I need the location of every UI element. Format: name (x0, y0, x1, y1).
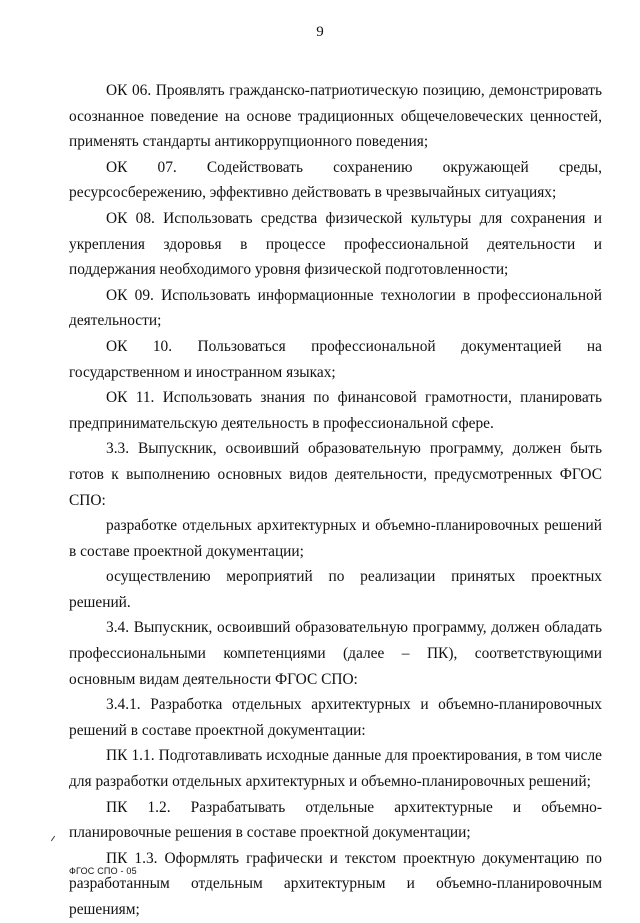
document-body (69, 78, 602, 923)
page-number: 9 (316, 24, 324, 40)
paragraph-ok-10: ОК 10. Пользоваться профессиональной документацией на государственном и иностранном языках; (69, 337, 602, 381)
page-footer: ФГОС СПО - 05 (69, 866, 137, 876)
paragraph-section-3-3: 3.3. Выпускник, освоивший образовательную программу, должен быть готов к выполнению основных видов деятельности, предусмотренных ФГОС СПО: (69, 440, 602, 509)
paragraph-section-3-4-1: 3.4.1. Разработка отдельных архитектурных и объемно-планировочных решений в составе проектной документации: (69, 696, 602, 739)
paragraph-pk-1-3: ПК 1.3. Оформлять графически и текстом проектную документацию по разработанным отдельным архитектурным и объемно-планировочным решениям; (69, 849, 602, 918)
paragraph-ok-07: ОК 07. Содействовать сохранению окружающей среды, ресурсосбережению, эффективно действовать в чрезвычайных ситуациях; (69, 158, 602, 202)
paragraph-ok-11: ОК 11. Использовать знания по финансовой грамотности, планировать предпринимательскую деятельность в профессиональной сфере. (69, 389, 602, 432)
margin-mark (51, 836, 55, 841)
paragraph-section-3-4: 3.4. Выпускник, освоивший образовательную программу, должен обладать профессиональными компетенциями (далее – ПК), соответствующими основным видам деятельности ФГОС СПО: (69, 619, 602, 688)
paragraph-ok-08: ОК 08. Использовать средства физической культуры для сохранения и укрепления здоровья в процессе профессиональной деятельности и поддержания необходимого уровня физической подготовленности; (69, 209, 602, 279)
paragraph-activity-design: разработке отдельных архитектурных и объемно-планировочных решений в составе проектной документации; (69, 517, 602, 560)
paragraph-ok-06: ОК 06. Проявлять гражданско-патриотическую позицию, демонстрировать осознанное поведение на основе традиционных общечеловеческих ценностей, применять стандарты антикоррупционного поведения; (69, 82, 602, 151)
paragraph-ok-09: ОК 09. Использовать информационные технологии в профессиональной деятельности; (69, 286, 602, 330)
paragraph-activity-implementation: осуществлению мероприятий по реализации принятых проектных решений. (69, 568, 602, 611)
paragraph-pk-1-1: ПК 1.1. Подготавливать исходные данные для проектирования, в том числе для разработки отдельных архитектурных и объемно-планировочных решений; (69, 747, 602, 791)
paragraph-pk-1-2: ПК 1.2. Разрабатывать отдельные архитектурные и объемно-планировочные решения в составе проектной документации; (69, 798, 602, 842)
